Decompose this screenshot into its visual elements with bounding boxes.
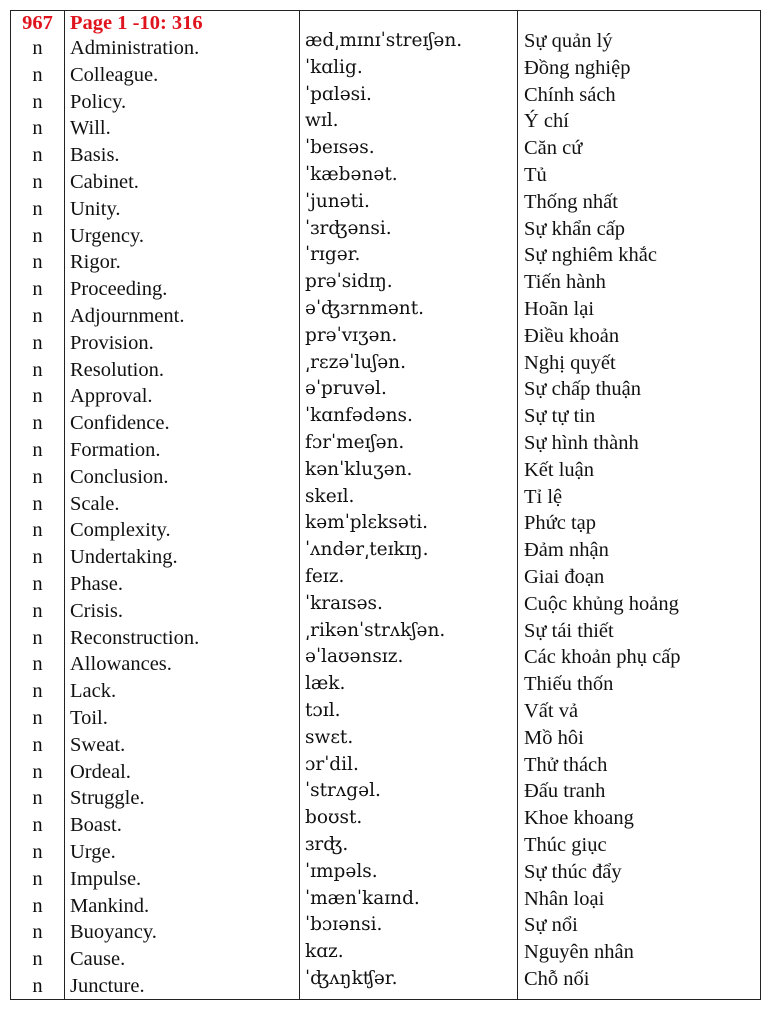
part-of-speech-cell: n (32, 412, 43, 435)
part-of-speech-cell: n (32, 519, 43, 542)
vietnamese-meaning-cell: Sự hình thành (524, 431, 639, 454)
english-word-cell: Formation. (70, 438, 161, 461)
english-word-cell: Policy. (70, 90, 127, 113)
english-word-cell: Boast. (70, 814, 122, 837)
vietnamese-meaning-cell: Mồ hôi (524, 726, 584, 749)
pronunciation-cell: ˈpɑləsi. (305, 83, 372, 105)
pronunciation-cell: ɜrʤ. (305, 833, 349, 855)
part-of-speech-cell: n (32, 37, 43, 59)
column-divider (517, 11, 518, 999)
pronunciation-cell: wɪl. (305, 110, 339, 132)
pronunciation-cell: swɛt. (305, 726, 354, 748)
pronunciation-cell: ˈstrʌgəl. (305, 780, 381, 802)
pronunciation-cell: boʊst. (305, 807, 363, 829)
part-of-speech-cell: n (32, 358, 43, 381)
pronunciation-cell: prəˈvɪʒən. (305, 324, 398, 346)
part-of-speech-cell: n (32, 278, 43, 301)
pronunciation-cell: kɑz. (305, 941, 344, 963)
english-word-cell: Lack. (70, 680, 117, 703)
part-of-speech-cell: n (32, 653, 43, 676)
part-of-speech-cell: n (32, 465, 43, 488)
pronunciation-cell: fɔrˈmeɪʃən. (305, 431, 405, 453)
vocabulary-table (10, 10, 761, 1000)
vietnamese-meaning-cell: Sự thúc đẩy (524, 860, 622, 883)
english-word-cell: Impulse. (70, 867, 142, 890)
english-word-cell: Provision. (70, 331, 154, 354)
english-word-cell: Complexity. (70, 519, 171, 542)
vietnamese-meaning-column (524, 11, 759, 999)
pronunciation-cell: əˈlaʊənsɪz. (305, 646, 404, 668)
pronunciation-cell: ͵rɛzəˈluʃən. (305, 351, 406, 373)
english-word-cell: Scale. (70, 492, 120, 515)
english-word-cell: Will. (70, 117, 111, 140)
part-of-speech-cell: n (32, 733, 43, 756)
pronunciation-cell: ˈmænˈkaɪnd. (305, 887, 420, 909)
part-of-speech-cell: n (32, 304, 43, 327)
vietnamese-meaning-cell: Giai đoạn (524, 565, 605, 588)
english-word-cell: Undertaking. (70, 546, 178, 569)
english-word-cell: Proceeding. (70, 278, 168, 301)
part-of-speech-column (11, 11, 64, 999)
vietnamese-meaning-cell: Sự chấp thuận (524, 378, 642, 401)
pronunciation-column (305, 11, 513, 999)
english-word-cell: Crisis. (70, 599, 123, 622)
part-of-speech-cell: n (32, 224, 43, 247)
vietnamese-meaning-cell: Tủ (524, 163, 547, 186)
vietnamese-meaning-cell: Vất vả (524, 699, 579, 722)
part-of-speech-cell: n (32, 197, 43, 220)
english-word-cell: Resolution. (70, 358, 164, 381)
vietnamese-meaning-cell: Nguyên nhân (524, 941, 634, 964)
part-of-speech-cell: n (32, 948, 43, 971)
pronunciation-cell: ˈrɪgər. (305, 244, 361, 266)
vietnamese-meaning-cell: Cuộc khủng hoảng (524, 592, 679, 615)
part-of-speech-cell: n (32, 63, 43, 86)
vietnamese-meaning-cell: Sự tự tin (524, 405, 596, 428)
part-of-speech-cell: n (32, 840, 43, 863)
part-of-speech-cell: n (32, 787, 43, 810)
english-word-cell: Basis. (70, 144, 120, 167)
part-of-speech-cell: n (32, 546, 43, 569)
pronunciation-cell: ˈkæbənət. (305, 163, 398, 185)
vietnamese-meaning-cell: Khoe khoang (524, 807, 634, 830)
english-word-cell: Colleague. (70, 63, 159, 86)
pronunciation-cell: tɔɪl. (305, 699, 341, 721)
english-word-cell: Buoyancy. (70, 921, 157, 944)
part-of-speech-cell: n (32, 572, 43, 595)
english-word-cell: Adjournment. (70, 304, 185, 327)
english-word-cell: Conclusion. (70, 465, 169, 488)
english-word-cell: Juncture. (70, 974, 145, 997)
pronunciation-cell: æd͵mɪnɪˈstreɪʃən. (305, 30, 463, 51)
pronunciation-cell: ˈʤʌŋkʧər. (305, 967, 398, 989)
pronunciation-cell: ˈjunəti. (305, 190, 370, 212)
pronunciation-cell: kənˈkluʒən. (305, 458, 413, 480)
pronunciation-cell: ˈkɑnfədəns. (305, 405, 413, 427)
part-of-speech-cell: n (32, 760, 43, 783)
english-word-cell: Urgency. (70, 224, 145, 247)
part-of-speech-cell: n (32, 251, 43, 274)
part-of-speech-cell: n (32, 144, 43, 167)
vietnamese-meaning-cell: Thiếu thốn (524, 673, 614, 696)
vietnamese-meaning-cell: Chỗ nối (524, 967, 590, 990)
pronunciation-cell: skeɪl. (305, 485, 355, 507)
pronunciation-cell: ˈkraɪsəs. (305, 592, 383, 614)
part-of-speech-cell: n (32, 331, 43, 354)
pronunciation-cell: ˈbeɪsəs. (305, 137, 375, 159)
vietnamese-meaning-cell: Đấu tranh (524, 780, 606, 803)
part-of-speech-cell: n (32, 117, 43, 140)
part-of-speech-cell: n (32, 680, 43, 703)
column-divider (299, 11, 300, 999)
pronunciation-cell: ɔrˈdil. (305, 753, 359, 775)
part-of-speech-cell: n (32, 90, 43, 113)
vietnamese-meaning-cell: Đảm nhận (524, 539, 609, 562)
part-of-speech-cell: n (32, 814, 43, 837)
vietnamese-meaning-cell: Sự tái thiết (524, 619, 614, 642)
part-of-speech-cell: n (32, 438, 43, 461)
english-word-column (70, 11, 295, 999)
pronunciation-cell: læk. (305, 673, 346, 695)
vietnamese-meaning-cell: Điều khoản (524, 324, 620, 347)
english-word-cell: Approval. (70, 385, 153, 408)
pronunciation-cell: ˈʌndər͵teɪkɪŋ. (305, 539, 429, 561)
vietnamese-meaning-cell: Tiến hành (524, 271, 606, 294)
vietnamese-meaning-cell: Sự nghiêm khắc (524, 244, 657, 267)
english-word-cell: Allowances. (70, 653, 172, 676)
english-word-cell: Sweat. (70, 733, 126, 756)
vietnamese-meaning-cell: Sự khẩn cấp (524, 217, 626, 240)
vietnamese-meaning-cell: Đồng nghiệp (524, 56, 631, 79)
english-word-cell: Unity. (70, 197, 121, 220)
part-of-speech-cell: n (32, 974, 43, 997)
vietnamese-meaning-cell: Tỉ lệ (524, 485, 563, 508)
english-word-cell: Phase. (70, 572, 123, 595)
vietnamese-meaning-cell: Nhân loại (524, 887, 605, 910)
pronunciation-cell: prəˈsidɪŋ. (305, 271, 393, 293)
vietnamese-meaning-cell: Các khoản phụ cấp (524, 646, 681, 669)
pronunciation-cell: əˈʤɜrnmənt. (305, 297, 425, 319)
vietnamese-meaning-cell: Thúc giục (524, 833, 607, 856)
english-word-cell: Struggle. (70, 787, 145, 810)
english-word-cell: Toil. (70, 706, 108, 729)
vietnamese-meaning-cell: Nghị quyết (524, 351, 616, 374)
vietnamese-meaning-cell: Thống nhất (524, 190, 618, 213)
pronunciation-cell: ˈɪmpəls. (305, 860, 378, 882)
english-word-cell: Confidence. (70, 412, 170, 435)
pronunciation-cell: əˈpruvəl. (305, 378, 387, 400)
vietnamese-meaning-cell: Sự nổi (524, 914, 578, 937)
part-of-speech-cell: n (32, 626, 43, 649)
english-word-cell: Rigor. (70, 251, 121, 274)
part-of-speech-cell: n (32, 706, 43, 729)
english-word-cell: Cause. (70, 948, 126, 971)
pronunciation-cell: ͵rikənˈstrʌkʃən. (305, 619, 446, 641)
vietnamese-meaning-cell: Kết luận (524, 458, 595, 481)
part-of-speech-cell: n (32, 599, 43, 622)
part-of-speech-cell: n (32, 492, 43, 515)
english-word-cell: Ordeal. (70, 760, 131, 783)
pronunciation-cell: ˈɜrʤənsi. (305, 217, 392, 239)
english-word-cell: Administration. (70, 37, 200, 59)
pronunciation-cell: ˈbɔɪənsi. (305, 914, 383, 936)
pronunciation-cell: feɪz. (305, 565, 345, 587)
part-of-speech-cell: n (32, 867, 43, 890)
vietnamese-meaning-cell: Phức tạp (524, 512, 597, 535)
vietnamese-meaning-cell: Hoãn lại (524, 297, 595, 320)
page-label: Page 1 -10: 316 (70, 12, 203, 34)
part-of-speech-cell: n (32, 921, 43, 944)
vietnamese-meaning-cell: Thử thách (524, 753, 608, 776)
part-of-speech-cell: n (32, 385, 43, 408)
english-word-cell: Reconstruction. (70, 626, 200, 649)
vietnamese-meaning-cell: Căn cứ (524, 137, 583, 160)
english-word-cell: Urge. (70, 840, 116, 863)
part-of-speech-cell: n (32, 894, 43, 917)
column-divider (64, 11, 65, 999)
english-word-cell: Mankind. (70, 894, 150, 917)
entry-number: 967 (22, 12, 53, 34)
vietnamese-meaning-cell: Chính sách (524, 83, 616, 106)
pronunciation-cell: ˈkɑlig. (305, 56, 363, 78)
english-word-cell: Cabinet. (70, 170, 139, 193)
vietnamese-meaning-cell: Sự quản lý (524, 30, 613, 52)
part-of-speech-cell: n (32, 170, 43, 193)
vietnamese-meaning-cell: Ý chí (524, 110, 569, 133)
pronunciation-cell: kəmˈplɛksəti. (305, 512, 429, 534)
